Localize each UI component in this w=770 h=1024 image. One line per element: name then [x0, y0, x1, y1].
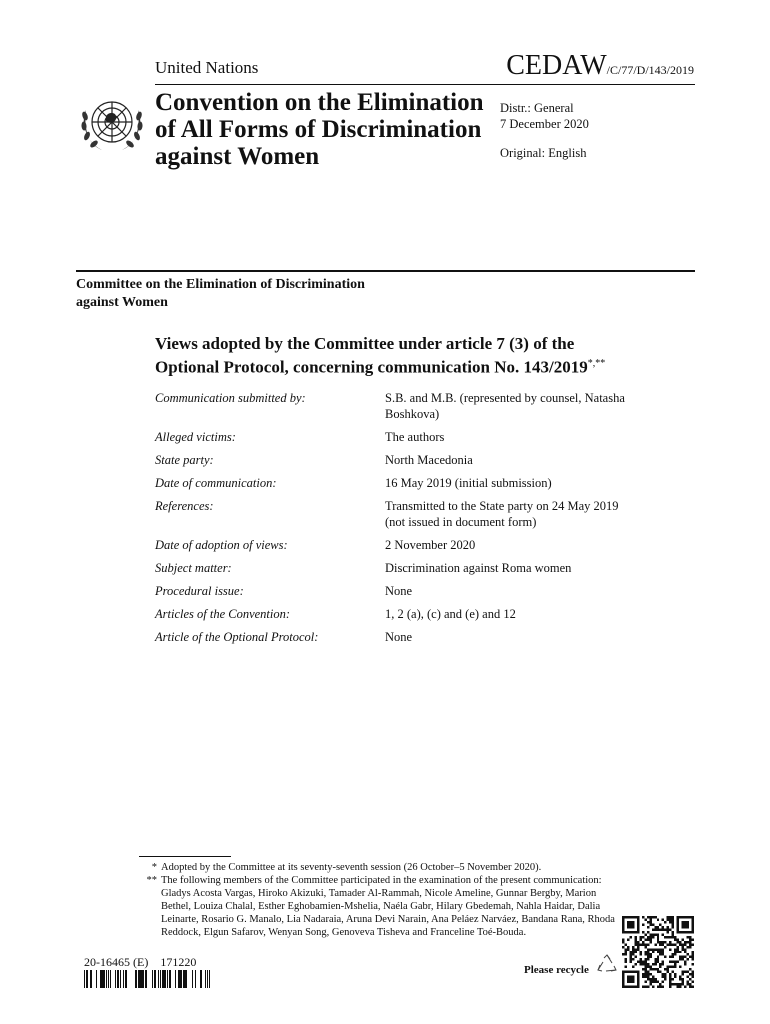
- detail-label: Procedural issue:: [155, 584, 244, 598]
- detail-row: [155, 629, 625, 645]
- detail-row: [155, 498, 625, 530]
- detail-row: [155, 606, 625, 622]
- symbol-sub: /C/77/D/143/2019: [606, 63, 694, 77]
- committee-line: Committee on the Elimination of Discrimination: [76, 277, 365, 292]
- header-rule: [155, 84, 695, 85]
- detail-row: [155, 475, 625, 491]
- detail-row: [155, 429, 625, 445]
- organization-name: United Nations: [155, 58, 259, 77]
- detail-label: Communication submitted by:: [155, 391, 306, 405]
- recycle-icon: [596, 954, 618, 976]
- communication-details: [155, 390, 625, 652]
- detail-value: 16 May 2019 (initial submission): [385, 476, 552, 490]
- detail-value: None: [385, 584, 413, 598]
- footnote: [139, 861, 619, 874]
- detail-row: [155, 560, 625, 576]
- detail-label: Date of adoption of views:: [155, 538, 288, 552]
- barcode: [84, 970, 212, 988]
- views-line: [155, 354, 675, 378]
- title-line: against Women: [155, 143, 320, 170]
- detail-label: Date of communication:: [155, 476, 277, 490]
- detail-row: [155, 452, 625, 468]
- committee-name: [76, 276, 365, 312]
- original-language: Original: English: [500, 146, 587, 160]
- detail-value: Discrimination against Roma women: [385, 561, 572, 575]
- detail-row: [155, 390, 625, 422]
- footnote: [139, 874, 619, 939]
- footnote-mark: **: [146, 875, 157, 886]
- recycle-note: Please recycle: [524, 964, 589, 976]
- views-line: Views adopted by the Committee under article 7 (3) of the: [155, 334, 575, 353]
- committee-line: against Women: [76, 295, 168, 310]
- section-rule: [76, 270, 695, 272]
- detail-row: [155, 583, 625, 599]
- footnote-rule: [139, 856, 231, 857]
- footnotes: [139, 861, 619, 939]
- detail-value: None: [385, 630, 413, 644]
- title-line: Convention on the Elimination: [155, 89, 484, 116]
- detail-row: [155, 537, 625, 553]
- qr-code: [622, 916, 694, 988]
- detail-label: Article of the Optional Protocol:: [155, 630, 319, 644]
- footnote-mark: *: [151, 862, 157, 873]
- detail-value: S.B. and M.B. (represented by counsel, Natasha Boshkova): [385, 391, 625, 421]
- distribution-info: [500, 100, 589, 132]
- title-line: of All Forms of Discrimination: [155, 116, 482, 143]
- detail-label: Alleged victims:: [155, 430, 236, 444]
- detail-label: References:: [155, 499, 214, 513]
- detail-label: State party:: [155, 453, 214, 467]
- detail-value: 2 November 2020: [385, 538, 476, 552]
- footnote-text: Adopted by the Committee at its seventy-seventh session (26 October–5 November 2020).: [161, 862, 542, 873]
- detail-value: North Macedonia: [385, 453, 473, 467]
- footnote-text: The following members of the Committee participated in the examination of the present communication: Gladys Acosta Vargas, Hiroko Akizuki, Tamader Al-Rammah, Nicole Ameline, Gunnar Bergby, Marion Bethel, Louiza Chalal, Esther Eghobamien-Mshelia, Naéla Gabr, Hilary Gbedemah, Nahla Haidar, Dalia Leinarte, Rosario G. Manalo, Lia Nadaraia, Aruna Devi Narain, Ana Peláez Narváez, Bandana Rana, Rhoda Reddock, Elgun Safarov, Wenyan Song, Genoveva Tisheva and Franceline Toé-Bouda.: [161, 875, 615, 938]
- un-emblem-icon: [76, 90, 148, 158]
- detail-label: Articles of the Convention:: [155, 607, 291, 621]
- detail-value: Transmitted to the State party on 24 May 2019 (not issued in document form): [385, 499, 619, 529]
- detail-value: The authors: [385, 430, 445, 444]
- document-symbol: [506, 50, 694, 82]
- detail-label: Subject matter:: [155, 561, 232, 575]
- job-number: 20-16465 (E) 171220: [84, 955, 197, 969]
- symbol-main: CEDAW: [506, 50, 607, 81]
- views-line-text: Optional Protocol, concerning communication No. 143/2019: [155, 357, 588, 377]
- issue-date: 7 December 2020: [500, 117, 589, 131]
- detail-value: 1, 2 (a), (c) and (e) and 12: [385, 607, 516, 621]
- footnote-marks: *,**: [587, 358, 606, 369]
- views-heading: [155, 334, 675, 378]
- convention-title: [155, 89, 484, 170]
- distribution-label: Distr.: General: [500, 101, 574, 115]
